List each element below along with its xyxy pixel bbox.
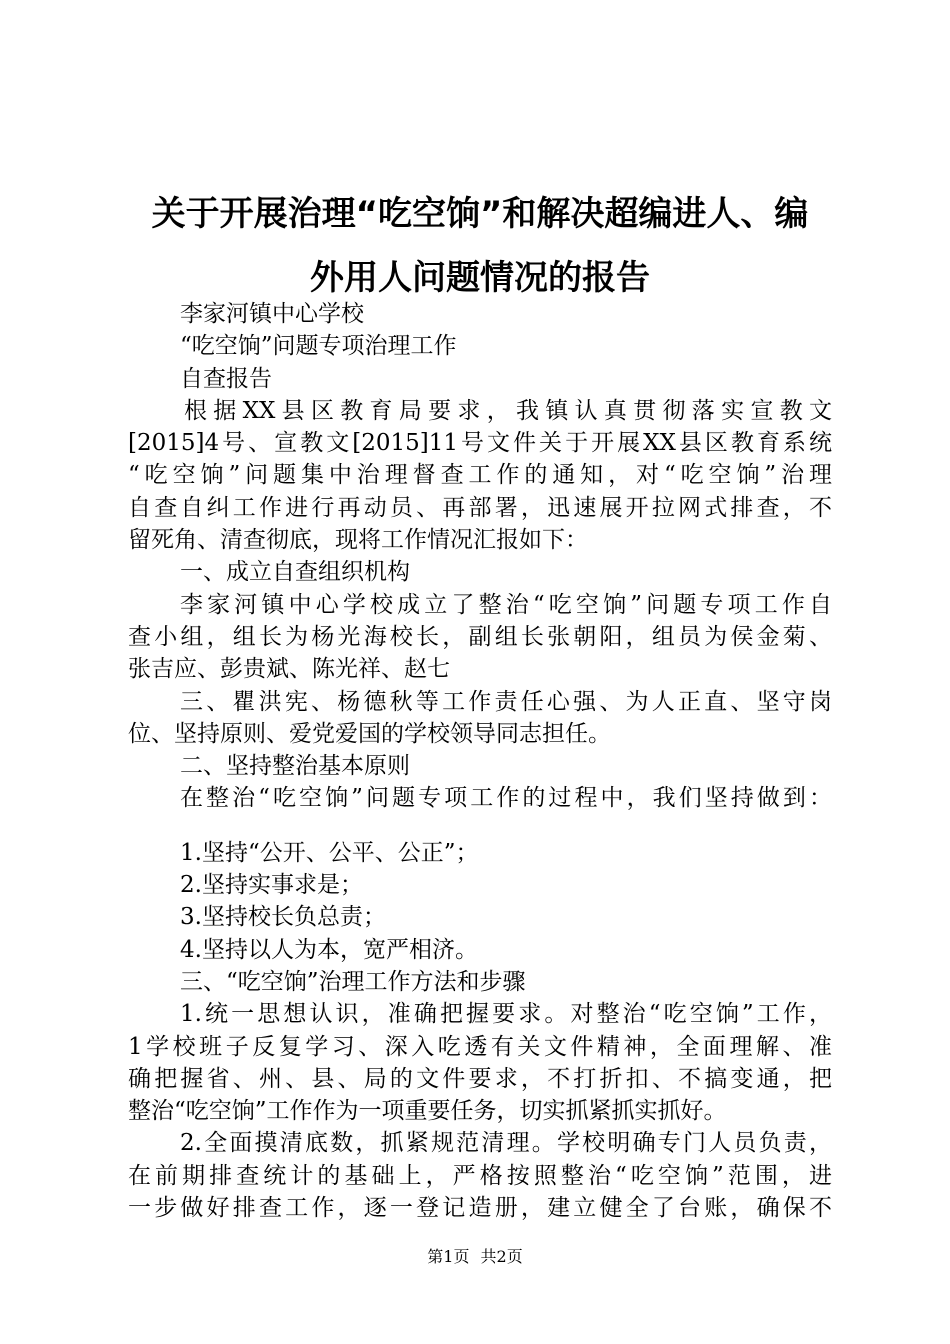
list-item: 1.坚持“公开、公平、公正”；: [180, 839, 479, 866]
page-total: 共2页: [480, 1247, 523, 1266]
list-item: 3.坚持校长负总责；: [180, 904, 386, 931]
list-item: 2.坚持实事求是；: [180, 872, 363, 899]
page-title: [128, 182, 832, 310]
paragraph-line: 留死角、清查彻底，现将工作情况汇报如下：: [128, 527, 588, 554]
page-footer: [0, 1244, 950, 1267]
paragraph-line: 2.全面摸清底数，抓紧规范清理。学校明确专门人员负责，: [180, 1130, 832, 1157]
section-heading: 一、成立自查组织机构: [180, 559, 410, 586]
paragraph-line: 一步做好排查工作，逐一登记造册，建立健全了台账，确保不: [128, 1195, 832, 1222]
title-line-2: 外用人问题情况的报告: [310, 258, 650, 298]
blank-gap: [128, 815, 832, 837]
paragraph-line: 位、坚持原则、爱党爱国的学校领导同志担任。: [128, 720, 611, 747]
page-number: 第1页: [427, 1247, 470, 1266]
paragraph-line: 确把握省、州、县、局的文件要求，不打折扣、不搞变通，把: [128, 1065, 832, 1092]
paragraph-line: 在整治“吃空饷”问题专项工作的过程中，我们坚持做到：: [180, 785, 832, 812]
paragraph-line: 1学校班子反复学习、深入吃透有关文件精神，全面理解、准: [128, 1033, 832, 1060]
paragraph-line: 查小组，组长为杨光海校长，副组长张朝阳，组员为侯金菊、: [128, 623, 832, 650]
section-heading: 三、“吃空饷”治理工作方法和步骤: [180, 968, 526, 995]
org-name: 李家河镇中心学校: [180, 301, 364, 327]
title-line-1: 关于开展治理“吃空饷”和解决超编进人、编: [151, 194, 809, 234]
list-item: 4.坚持以人为本，宽严相济。: [180, 936, 478, 963]
paragraph-line: 李家河镇中心学校成立了整治“吃空饷”问题专项工作自: [180, 591, 832, 618]
paragraph-line: 整治“吃空饷”工作作为一项重要任务，切实抓紧抓实抓好。: [128, 1098, 727, 1125]
paragraph-line: 根据XX县区教育局要求，我镇认真贯彻落实宣教文: [184, 397, 832, 424]
section-heading: 二、坚持整治基本原则: [180, 753, 410, 780]
paragraph-line: 三、瞿洪宪、杨德秋等工作责任心强、为人正直、坚守岗: [180, 688, 832, 715]
paragraph-line: 自查自纠工作进行再动员、再部署，迅速展开拉网式排查，不: [128, 494, 832, 521]
subtitle-line: 自查报告: [180, 365, 272, 392]
paragraph-line: 1.统一思想认识，准确把握要求。对整治“吃空饷”工作，: [180, 1001, 832, 1028]
paragraph-line: [2015]4号、宣教文[2015]11号文件关于开展XX县区教育系统: [128, 430, 832, 457]
document-body: [128, 298, 832, 1224]
subtitle-line: “吃空饷”问题专项治理工作: [180, 333, 457, 360]
paragraph-line: 张吉应、彭贵斌、陈光祥、赵七: [128, 656, 450, 683]
paragraph-line: “吃空饷”问题集中治理督查工作的通知，对“吃空饷”治理: [128, 462, 832, 489]
paragraph-line: 在前期排查统计的基础上，严格按照整治“吃空饷”范围，进: [128, 1162, 832, 1189]
